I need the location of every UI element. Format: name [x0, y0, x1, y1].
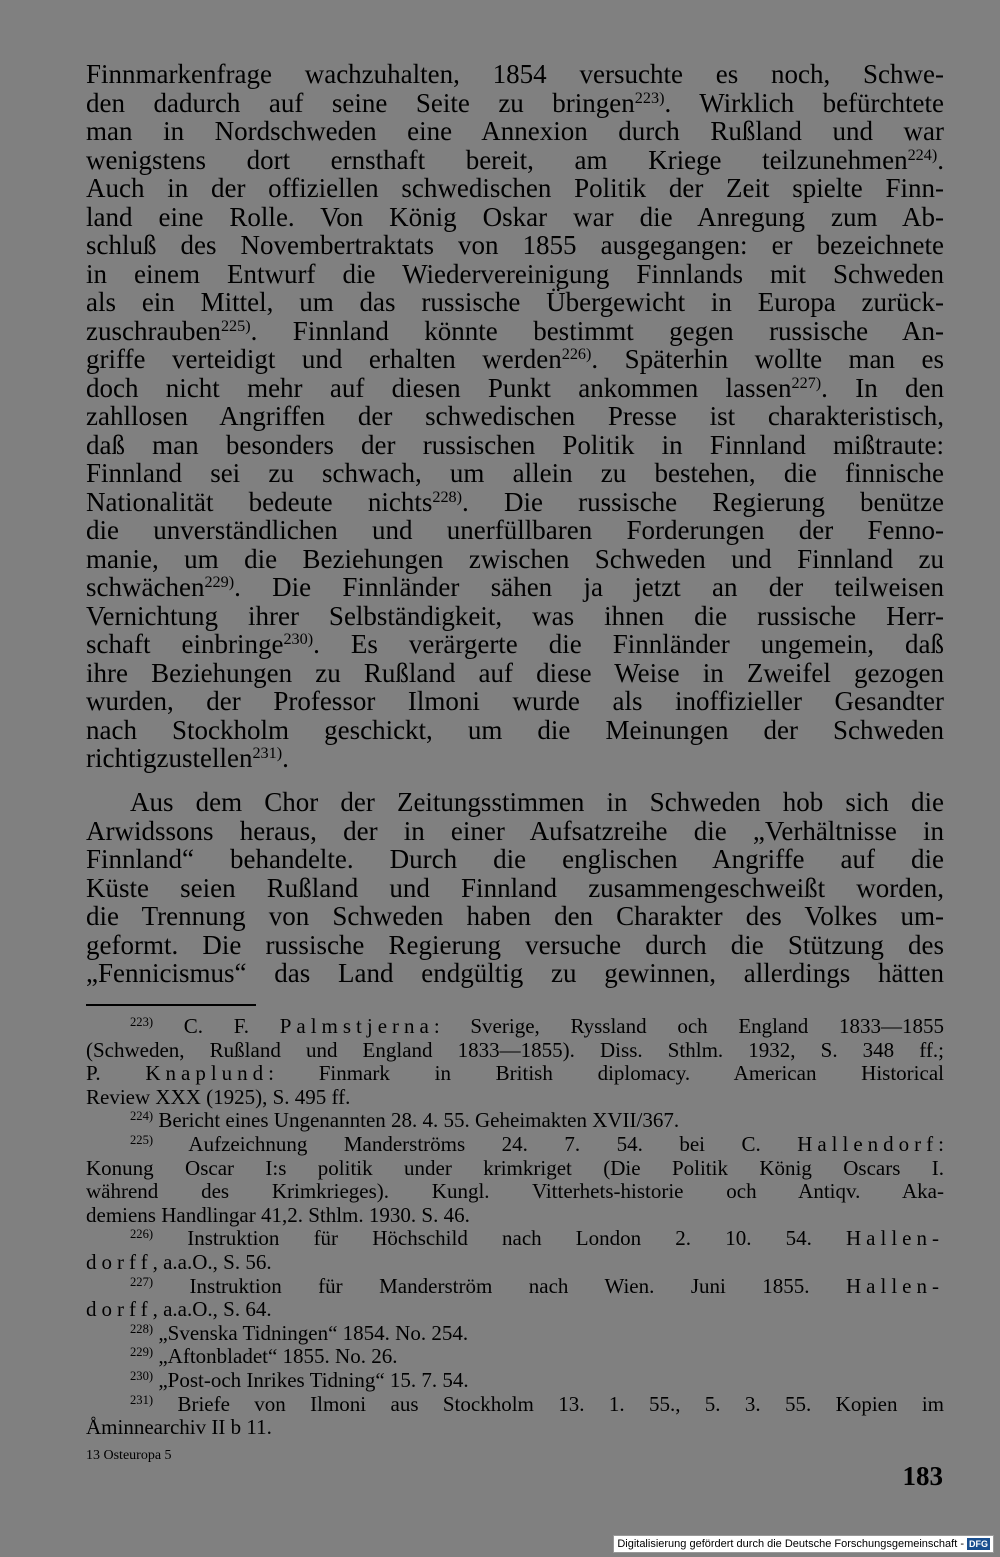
- body-line: [86, 60, 944, 88]
- body-line: [86, 431, 944, 459]
- line-text: Vernichtung ihrer Selbständigkeit, was ihnen die russische Herr-: [86, 600, 944, 631]
- body-line: [86, 845, 944, 873]
- body-line: [86, 488, 944, 516]
- footnote-text: (Schweden, Rußland und England 1833—1855). Diss. Sthlm. 1932, S. 348 ff.;: [86, 1037, 944, 1062]
- line-text: Finnmarkenfrage wachzuhalten, 1854 versuchte es noch, Schwe-: [86, 59, 944, 89]
- footnote-ref: 224): [130, 1109, 154, 1124]
- line-text: zuschrauben: [86, 315, 221, 346]
- line-text: die Trennung von Schweden haben den Charakter des Volkes um-: [86, 901, 944, 931]
- footnote-ref: 226): [561, 345, 592, 364]
- body-line: [86, 516, 944, 544]
- line-text: manie, um die Beziehungen zwischen Schweden und Finnland zu: [86, 543, 944, 574]
- line-text-cont: . Finnland könnte bestimmt gegen russische An-: [250, 315, 944, 346]
- footnote-text: Instruktion für Manderström nach Wien. Juni 1855.: [153, 1273, 847, 1298]
- footnote-ref: 225): [130, 1133, 154, 1148]
- footnote-text: Briefe von Ilmoni aus Stockholm 13. 1. 55., 5. 3. 55. Kopien im: [153, 1391, 944, 1416]
- footnote-text: Review XXX (1925), S. 495 ff.: [86, 1084, 351, 1109]
- body-line: [86, 744, 944, 772]
- body-line: [86, 959, 944, 987]
- footnote-line: [130, 1393, 944, 1416]
- footnote-line: [86, 1086, 944, 1109]
- line-text: land eine Rolle. Von König Oskar war die Anregung zum Ab-: [86, 201, 944, 232]
- footnote-ref: 223): [130, 1015, 154, 1030]
- author-name: Palmstjerna: [279, 1014, 434, 1038]
- footnote-line: [86, 1416, 944, 1439]
- line-text-cont: . Wirklich befürchtete: [664, 87, 944, 118]
- body-line: [86, 602, 944, 630]
- line-text: griffe verteidigt und erhalten werden: [86, 344, 562, 374]
- line-text: Finnland sei zu schwach, um allein zu bestehen, die finnische: [86, 458, 944, 488]
- footnote-text: „Svenska Tidningen“ 1854. No. 254.: [153, 1320, 469, 1345]
- line-text: schaft einbringe: [86, 629, 284, 659]
- body-line: [86, 260, 944, 288]
- line-text: wurden, der Professor Ilmoni wurde als inoffizieller Gesandter: [86, 686, 944, 716]
- body-line: [86, 345, 944, 373]
- footnote-ref: 224): [907, 145, 938, 164]
- line-text-cont: . In den: [821, 372, 945, 403]
- line-text: Küste seien Rußland und Finnland zusammengeschweißt worden,: [86, 872, 944, 903]
- footnote-text-cont: :: [938, 1132, 944, 1156]
- body-line: [86, 459, 944, 487]
- line-text: richtigzustellen: [86, 743, 253, 773]
- line-text-cont: .: [282, 743, 289, 773]
- footnote-line: [130, 1227, 944, 1250]
- dfg-banner: [613, 1535, 994, 1553]
- footnote-line: [86, 1204, 944, 1227]
- body-line: [86, 573, 944, 601]
- footnote-line: [86, 1298, 944, 1321]
- body-line: [86, 659, 944, 687]
- footnote-line: [86, 1251, 944, 1274]
- footnote-line: [86, 1157, 944, 1180]
- footnote-ref: 225): [220, 316, 251, 335]
- footnote-line: [130, 1275, 944, 1298]
- footnote-ref: 230): [130, 1369, 154, 1384]
- line-text: als ein Mittel, um das russische Übergewicht in Europa zurück-: [86, 287, 944, 317]
- footnote-text: während des Krimkrieges). Kungl. Vitterhets-historie och Antiqv. Aka-: [86, 1179, 944, 1204]
- footnote-line: [86, 1062, 944, 1085]
- footnote-line: [130, 1109, 944, 1132]
- footnote-ref: 230): [283, 630, 314, 649]
- author-name: dorff: [86, 1250, 153, 1274]
- footnote-text: Instruktion für Höchschild nach London 2. 10. 54.: [153, 1226, 847, 1251]
- body-line: [86, 630, 944, 658]
- line-text: in einem Entwurf die Wiedervereinigung Finnlands mit Schweden: [86, 258, 944, 289]
- footnote-text: „Aftonbladet“ 1855. No. 26.: [153, 1344, 398, 1369]
- footnote-line: [130, 1133, 944, 1156]
- line-text: doch nicht mehr auf diesen Punkt ankommen lassen: [86, 372, 792, 403]
- body-line: [86, 317, 944, 345]
- body-line: [86, 874, 944, 902]
- footnote-text: „Post-och Inrikes Tidning“ 15. 7. 54.: [153, 1368, 469, 1392]
- body-line: [86, 687, 944, 715]
- body-line: [86, 117, 944, 145]
- signature-mark: 13 Osteuropa 5: [86, 1448, 172, 1463]
- author-name: Hallen-: [846, 1226, 944, 1251]
- line-text: schwächen: [86, 572, 205, 602]
- footnote-line: [130, 1015, 944, 1038]
- footnote-line: [86, 1039, 944, 1062]
- line-text-cont: . Späterhin wollte man es: [591, 344, 944, 374]
- footnote-ref: 227): [130, 1274, 154, 1289]
- line-text-cont: . Die russische Regierung benütze: [462, 486, 945, 517]
- body-line: [86, 203, 944, 231]
- author-name: Hallen-: [846, 1273, 944, 1298]
- footnote-ref: 229): [204, 573, 235, 592]
- line-text: Auch in der offiziellen schwedischen Politik der Zeit spielte Finn-: [86, 173, 944, 203]
- body-line: [86, 817, 944, 845]
- line-text-cont: . Es verärgerte die Finnländer ungemein, daß: [313, 629, 944, 659]
- line-text: daß man besonders der russischen Politik in Finnland mißtraute:: [86, 429, 944, 460]
- author-name: Knaplund: [145, 1061, 269, 1086]
- line-text: „Fennicismus“ das Land endgültig zu gewinnen, allerdings hätten: [86, 958, 944, 988]
- author-name: Hallendorf: [797, 1132, 939, 1156]
- footnote-ref: 231): [252, 744, 283, 763]
- footnote-text-cont: : Sverige, Ryssland och England 1833—1855: [433, 1014, 945, 1038]
- footnote-ref: 231): [130, 1392, 154, 1407]
- footnote-text: Aufzeichnung Manderströms 24. 7. 54. bei C.: [153, 1132, 798, 1156]
- footnote-ref: 226): [130, 1227, 154, 1242]
- line-text: ihre Beziehungen zu Rußland auf diese Weise in Zweifel gezogen: [86, 657, 944, 688]
- body-line: [86, 545, 944, 573]
- body-line: [86, 902, 944, 930]
- line-text-cont: .: [937, 144, 944, 175]
- footnote-text: P.: [86, 1061, 146, 1086]
- footnote-ref: 223): [634, 88, 665, 107]
- footnote-line: [130, 1322, 944, 1345]
- footnote-text: demiens Handlingar 41,2. Sthlm. 1930. S. 46.: [86, 1202, 470, 1227]
- line-text: Nationalität bedeute nichts: [86, 486, 433, 517]
- dfg-logo-icon: DFG: [969, 1539, 988, 1549]
- footnote-separator: [86, 1004, 256, 1006]
- footnote-line: [86, 1180, 944, 1203]
- line-text-cont: . Die Finnländer sähen ja jetzt an der teilweisen: [234, 572, 944, 602]
- body-line: [86, 402, 944, 430]
- line-text: den dadurch auf seine Seite zu bringen: [86, 87, 635, 118]
- footnote-line: [130, 1345, 944, 1368]
- footnote-text-cont: , a.a.O., S. 56.: [152, 1250, 272, 1274]
- line-text: die unverständlichen und unerfüllbaren Forderungen der Fenno-: [86, 515, 944, 545]
- footnote-text: Konung Oscar I:s politik under krimkriget (Die Politik König Oscars I.: [86, 1155, 944, 1180]
- footnote-ref: 228): [130, 1321, 154, 1336]
- line-text: man in Nordschweden eine Annexion durch Rußland und war: [86, 116, 944, 146]
- body-line: [86, 146, 944, 174]
- body-line: [86, 374, 944, 402]
- footnote-line: [130, 1369, 944, 1392]
- line-text: Arwidssons heraus, der in einer Aufsatzreihe die „Verhältnisse in: [86, 815, 944, 846]
- footnote-text: C. F.: [153, 1014, 280, 1038]
- footnote-ref: 229): [130, 1345, 154, 1360]
- footnote-text: Åminnearchiv II b 11.: [86, 1415, 272, 1440]
- body-line: [86, 716, 944, 744]
- footnote-ref: 227): [791, 373, 822, 392]
- page-number: 183: [902, 1461, 943, 1491]
- body-line: [86, 288, 944, 316]
- line-text: zahllosen Angriffen der schwedischen Presse ist charakteristisch,: [86, 401, 944, 431]
- author-name: dorff: [86, 1297, 153, 1322]
- footnote-ref: 228): [432, 487, 463, 506]
- body-line: [86, 89, 944, 117]
- body-line: [86, 174, 944, 202]
- body-line: [130, 788, 944, 816]
- body-line: [86, 931, 944, 959]
- line-text: Finnland“ behandelte. Durch die englischen Angriffe auf die: [86, 844, 944, 874]
- line-text: schluß des Novembertraktats von 1855 ausgegangen: er bezeichnete: [86, 230, 944, 260]
- banner-text: Digitalisierung gefördert durch die Deutsche Forschungsgemeinschaft -: [617, 1538, 964, 1550]
- line-text: Aus dem Chor der Zeitungsstimmen in Schweden hob sich die: [130, 787, 944, 817]
- line-text: wenigstens dort ernsthaft bereit, am Kriege teilzunehmen: [86, 144, 908, 175]
- line-text: nach Stockholm geschickt, um die Meinungen der Schweden: [86, 714, 944, 745]
- body-line: [86, 231, 944, 259]
- line-text: geformt. Die russische Regierung versuche durch die Stützung des: [86, 929, 944, 960]
- footnote-text-cont: , a.a.O., S. 64.: [152, 1297, 272, 1322]
- footnote-text: Bericht eines Ungenannten 28. 4. 55. Geheimakten XVII/367.: [153, 1108, 680, 1133]
- footnote-text-cont: : Finmark in British diplomacy. American Historical: [268, 1061, 944, 1086]
